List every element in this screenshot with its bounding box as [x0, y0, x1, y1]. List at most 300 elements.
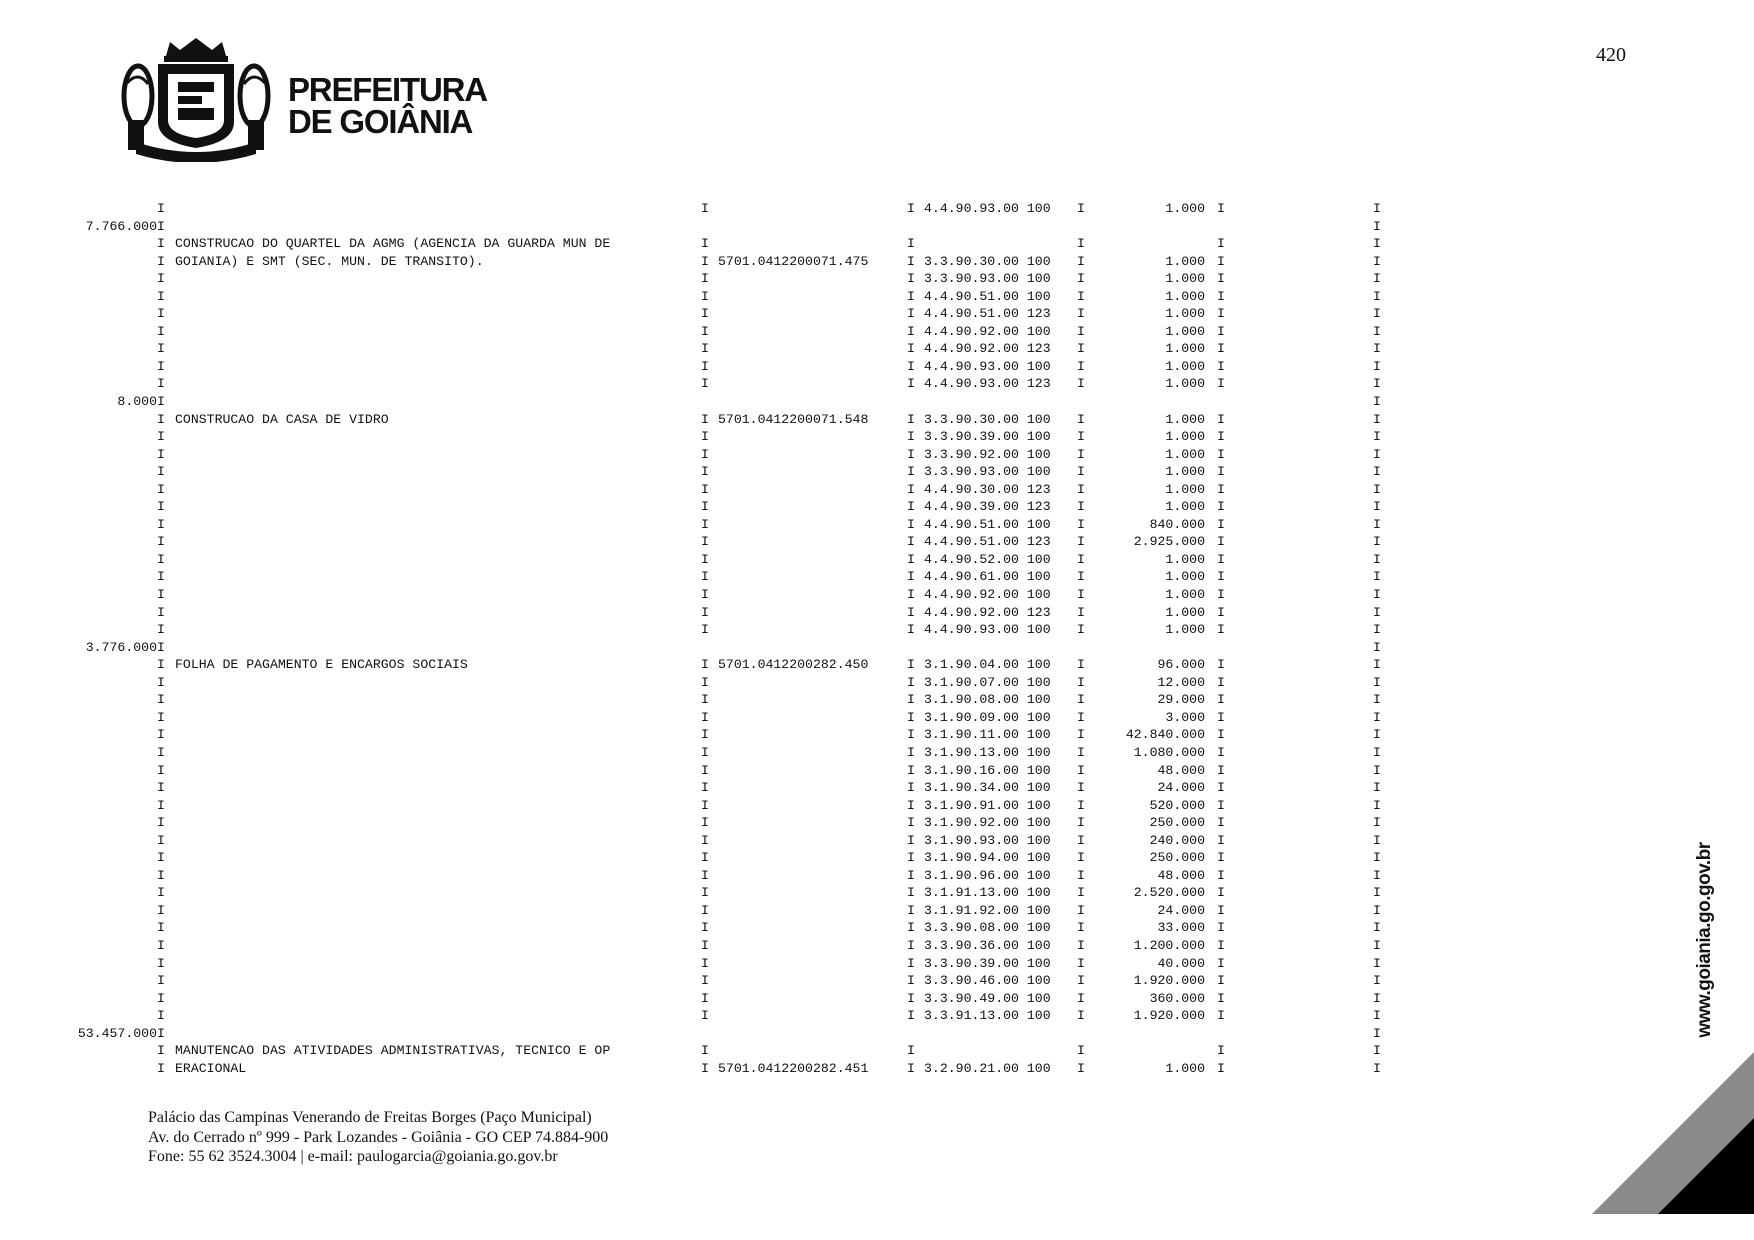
column-border: I — [1373, 201, 1381, 216]
column-border: I — [157, 973, 165, 989]
column-border: I — [701, 780, 709, 796]
column-border: I — [701, 306, 709, 322]
expense-element: 3.1.90.93.00 100 — [924, 832, 1051, 848]
column-border: I — [907, 832, 915, 848]
column-border: I — [1077, 990, 1085, 1006]
amount-value: 1.000 — [1165, 358, 1205, 374]
column-border: I — [1373, 639, 1381, 655]
expense-element: 4.4.90.93.00 100 — [924, 358, 1051, 374]
column-border: I — [157, 657, 165, 673]
column-border: I — [157, 341, 165, 357]
column-border: I — [1373, 990, 1381, 1006]
column-border: I — [1217, 271, 1225, 287]
column-border: I — [157, 271, 165, 287]
column-border: I — [1077, 271, 1085, 287]
column-border: I — [1077, 323, 1085, 339]
column-border: I — [907, 253, 915, 269]
column-border: I — [157, 323, 165, 339]
column-border: I — [1373, 323, 1381, 339]
amount-value: 1.920.000 — [1133, 973, 1205, 989]
column-border: I — [1077, 464, 1085, 480]
expense-element: 3.1.90.16.00 100 — [924, 762, 1051, 778]
column-border: I — [907, 499, 915, 515]
column-border: I — [907, 288, 915, 304]
expense-element: 3.1.90.92.00 100 — [924, 815, 1051, 831]
column-border: I — [1217, 464, 1225, 480]
column-border: I — [1217, 867, 1225, 883]
column-border: I — [1373, 271, 1381, 287]
amount-value: 1.000 — [1165, 271, 1205, 287]
column-border: I — [157, 744, 165, 760]
column-border: I — [907, 1060, 915, 1076]
column-border: I — [907, 271, 915, 287]
column-border: I — [1077, 341, 1085, 357]
expense-element: 3.3.90.49.00 100 — [924, 990, 1051, 1006]
expense-element: 4.4.90.39.00 123 — [924, 499, 1051, 515]
column-border: I — [1217, 762, 1225, 778]
amount-value: 1.000 — [1165, 201, 1205, 216]
column-border: I — [701, 973, 709, 989]
amount-value: 40.000 — [1157, 955, 1205, 971]
expense-element: 3.1.90.13.00 100 — [924, 744, 1051, 760]
column-border: I — [1077, 1008, 1085, 1024]
column-border: I — [1077, 534, 1085, 550]
amount-value: 1.000 — [1165, 551, 1205, 567]
column-border: I — [1077, 499, 1085, 515]
column-border: I — [157, 446, 165, 462]
column-border: I — [907, 464, 915, 480]
column-border: I — [907, 973, 915, 989]
column-border: I — [157, 394, 165, 410]
column-border: I — [907, 551, 915, 567]
column-border: I — [157, 832, 165, 848]
column-border: I — [157, 429, 165, 445]
column-border: I — [157, 499, 165, 515]
column-border: I — [907, 376, 915, 392]
amount-value: 33.000 — [1157, 920, 1205, 936]
column-border: I — [1077, 201, 1085, 216]
column-border: I — [907, 306, 915, 322]
column-border: I — [157, 902, 165, 918]
column-border: I — [907, 937, 915, 953]
column-border: I — [157, 727, 165, 743]
column-border: I — [1217, 516, 1225, 532]
column-border: I — [701, 867, 709, 883]
column-border: I — [157, 955, 165, 971]
column-border: I — [1217, 657, 1225, 673]
amount-value: 1.920.000 — [1133, 1008, 1205, 1024]
column-border: I — [1373, 622, 1381, 638]
column-border: I — [1217, 937, 1225, 953]
column-border: I — [1217, 885, 1225, 901]
column-border: I — [157, 885, 165, 901]
column-border: I — [1077, 429, 1085, 445]
column-border: I — [907, 815, 915, 831]
column-border: I — [1373, 955, 1381, 971]
column-border: I — [907, 323, 915, 339]
column-border: I — [1077, 674, 1085, 690]
column-border: I — [157, 867, 165, 883]
subtotal-value: 53.457.000 — [77, 1025, 157, 1041]
expense-element: 3.1.90.91.00 100 — [924, 797, 1051, 813]
program-code: 5701.0412200282.451 — [718, 1060, 869, 1076]
column-border: I — [1077, 867, 1085, 883]
column-border: I — [1217, 358, 1225, 374]
column-border: I — [157, 1025, 165, 1041]
column-border: I — [1373, 534, 1381, 550]
amount-value: 1.080.000 — [1133, 744, 1205, 760]
column-border: I — [701, 744, 709, 760]
column-border: I — [907, 709, 915, 725]
expense-element: 4.4.90.93.00 100 — [924, 201, 1051, 216]
column-border: I — [701, 990, 709, 1006]
column-border: I — [907, 236, 915, 252]
site-url: www.goiania.go.gov.br — [1694, 842, 1715, 1038]
amount-value: 1.000 — [1165, 429, 1205, 445]
amount-value: 42.840.000 — [1125, 727, 1205, 743]
column-border: I — [1077, 358, 1085, 374]
column-border: I — [1217, 797, 1225, 813]
amount-value: 1.000 — [1165, 464, 1205, 480]
column-border: I — [157, 815, 165, 831]
expense-element: 4.4.90.92.00 123 — [924, 341, 1051, 357]
amount-value: 12.000 — [1157, 674, 1205, 690]
column-border: I — [701, 587, 709, 603]
column-border: I — [157, 622, 165, 638]
column-border: I — [701, 797, 709, 813]
column-border: I — [157, 674, 165, 690]
expense-element: 4.4.90.93.00 100 — [924, 622, 1051, 638]
column-border: I — [907, 902, 915, 918]
expense-element: 3.3.90.08.00 100 — [924, 920, 1051, 936]
column-border: I — [907, 1008, 915, 1024]
column-border: I — [907, 201, 915, 216]
column-border: I — [1373, 832, 1381, 848]
column-border: I — [1077, 657, 1085, 673]
column-border: I — [907, 990, 915, 1006]
column-border: I — [701, 551, 709, 567]
column-border: I — [907, 587, 915, 603]
column-border: I — [1217, 551, 1225, 567]
column-border: I — [907, 727, 915, 743]
column-border: I — [701, 709, 709, 725]
amount-value: 2.925.000 — [1133, 534, 1205, 550]
column-border: I — [701, 376, 709, 392]
amount-value: 1.000 — [1165, 323, 1205, 339]
column-border: I — [1217, 604, 1225, 620]
page-number: 420 — [1596, 44, 1626, 66]
expense-element: 4.4.90.52.00 100 — [924, 551, 1051, 567]
column-border: I — [907, 481, 915, 497]
column-border: I — [701, 850, 709, 866]
column-border: I — [1373, 516, 1381, 532]
column-border: I — [907, 920, 915, 936]
column-border: I — [1077, 815, 1085, 831]
column-border: I — [701, 464, 709, 480]
brand-line-2: DE GOIÂNIA — [288, 103, 473, 140]
column-border: I — [701, 534, 709, 550]
column-border: I — [1373, 551, 1381, 567]
amount-value: 1.000 — [1165, 253, 1205, 269]
column-border: I — [907, 797, 915, 813]
column-border: I — [157, 253, 165, 269]
amount-value: 1.000 — [1165, 376, 1205, 392]
expense-element: 4.4.90.92.00 123 — [924, 604, 1051, 620]
column-border: I — [1077, 973, 1085, 989]
column-border: I — [1373, 762, 1381, 778]
column-border: I — [1373, 464, 1381, 480]
expense-element: 3.3.90.92.00 100 — [924, 446, 1051, 462]
column-border: I — [1373, 587, 1381, 603]
action-description: GOIANIA) E SMT (SEC. MUN. DE TRANSITO). — [175, 253, 484, 269]
column-border: I — [1373, 446, 1381, 462]
amount-value: 1.000 — [1165, 411, 1205, 427]
column-border: I — [907, 955, 915, 971]
column-border: I — [157, 587, 165, 603]
column-border: I — [907, 516, 915, 532]
column-border: I — [1217, 727, 1225, 743]
column-border: I — [1077, 446, 1085, 462]
column-border: I — [701, 569, 709, 585]
amount-value: 1.200.000 — [1133, 937, 1205, 953]
column-border: I — [701, 1008, 709, 1024]
column-border: I — [907, 674, 915, 690]
amount-value: 1.000 — [1165, 481, 1205, 497]
column-border: I — [1077, 1043, 1085, 1059]
expense-element: 4.4.90.93.00 123 — [924, 376, 1051, 392]
column-border: I — [1373, 1060, 1381, 1076]
column-border: I — [1077, 832, 1085, 848]
column-border: I — [157, 1043, 165, 1059]
column-border: I — [1373, 920, 1381, 936]
subtotal-value: 8.000 — [117, 394, 157, 410]
column-border: I — [157, 850, 165, 866]
column-border: I — [1373, 306, 1381, 322]
amount-value: 48.000 — [1157, 867, 1205, 883]
expense-element: 4.4.90.92.00 100 — [924, 587, 1051, 603]
column-border: I — [701, 253, 709, 269]
amount-value: 1.000 — [1165, 622, 1205, 638]
column-border: I — [1217, 236, 1225, 252]
column-border: I — [1217, 1008, 1225, 1024]
footer-line-3: Fone: 55 62 3524.3004 | e-mail: paulogarcia@goiania.go.gov.br — [148, 1148, 558, 1165]
column-border: I — [701, 236, 709, 252]
column-border: I — [907, 885, 915, 901]
column-border: I — [1077, 762, 1085, 778]
expense-element: 3.1.90.09.00 100 — [924, 709, 1051, 725]
column-border: I — [907, 622, 915, 638]
column-border: I — [1373, 692, 1381, 708]
column-border: I — [1373, 394, 1381, 410]
action-description: ERACIONAL — [175, 1060, 247, 1076]
column-border: I — [1373, 341, 1381, 357]
amount-value: 1.000 — [1165, 587, 1205, 603]
program-code: 5701.0412200071.475 — [718, 253, 869, 269]
column-border: I — [907, 569, 915, 585]
column-border: I — [1077, 604, 1085, 620]
subtotal-value: 7.766.000 — [85, 218, 157, 234]
expense-element: 3.3.90.93.00 100 — [924, 464, 1051, 480]
column-border: I — [1077, 236, 1085, 252]
column-border: I — [701, 411, 709, 427]
expense-element: 3.3.90.30.00 100 — [924, 411, 1051, 427]
column-border: I — [157, 481, 165, 497]
amount-value: 1.000 — [1165, 341, 1205, 357]
column-border: I — [1373, 674, 1381, 690]
column-border: I — [1373, 657, 1381, 673]
column-border: I — [1077, 411, 1085, 427]
column-border: I — [157, 358, 165, 374]
expense-element: 3.3.90.93.00 100 — [924, 271, 1051, 287]
column-border: I — [1217, 709, 1225, 725]
column-border: I — [1217, 481, 1225, 497]
column-border: I — [1077, 709, 1085, 725]
expense-element: 3.1.90.94.00 100 — [924, 850, 1051, 866]
column-border: I — [1077, 569, 1085, 585]
column-border: I — [907, 446, 915, 462]
expense-element: 3.3.90.39.00 100 — [924, 955, 1051, 971]
column-border: I — [1373, 815, 1381, 831]
column-border: I — [1373, 481, 1381, 497]
footer-address — [148, 1108, 608, 1167]
column-border: I — [1217, 569, 1225, 585]
expense-element: 3.3.91.13.00 100 — [924, 1008, 1051, 1024]
amount-value: 240.000 — [1149, 832, 1205, 848]
column-border: I — [701, 201, 709, 216]
expense-element: 3.3.90.46.00 100 — [924, 973, 1051, 989]
column-border: I — [157, 692, 165, 708]
expense-element: 3.1.90.07.00 100 — [924, 674, 1051, 690]
column-border: I — [157, 709, 165, 725]
column-border: I — [157, 306, 165, 322]
column-border: I — [1077, 587, 1085, 603]
column-border: I — [1217, 744, 1225, 760]
column-border: I — [701, 885, 709, 901]
column-border: I — [1077, 622, 1085, 638]
column-border: I — [157, 534, 165, 550]
column-border: I — [1217, 990, 1225, 1006]
column-border: I — [907, 534, 915, 550]
column-border: I — [701, 727, 709, 743]
column-border: I — [1373, 604, 1381, 620]
column-border: I — [907, 429, 915, 445]
brand-line-1: PREFEITURA — [288, 71, 487, 108]
expense-element: 3.1.90.11.00 100 — [924, 727, 1051, 743]
column-border: I — [701, 516, 709, 532]
column-border: I — [701, 1060, 709, 1076]
column-border: I — [157, 604, 165, 620]
column-border: I — [157, 797, 165, 813]
expense-element: 3.1.90.34.00 100 — [924, 780, 1051, 796]
column-border: I — [1373, 709, 1381, 725]
footer-line-1: Palácio das Campinas Venerando de Freitas Borges (Paço Municipal) — [148, 1109, 592, 1126]
column-border: I — [1373, 797, 1381, 813]
column-border: I — [1217, 850, 1225, 866]
column-border: I — [1373, 937, 1381, 953]
column-border: I — [157, 780, 165, 796]
column-border: I — [1373, 1025, 1381, 1041]
column-border: I — [157, 990, 165, 1006]
column-border: I — [1373, 1008, 1381, 1024]
amount-value: 250.000 — [1149, 815, 1205, 831]
brand-name — [288, 71, 487, 140]
column-border: I — [701, 832, 709, 848]
column-border: I — [157, 920, 165, 936]
column-border: I — [701, 762, 709, 778]
column-border: I — [907, 850, 915, 866]
column-border: I — [701, 341, 709, 357]
action-description: CONSTRUCAO DO QUARTEL DA AGMG (AGENCIA DA GUARDA MUN DE — [175, 236, 611, 252]
column-border: I — [1373, 885, 1381, 901]
column-border: I — [701, 1043, 709, 1059]
column-border: I — [907, 657, 915, 673]
expense-element: 3.3.90.39.00 100 — [924, 429, 1051, 445]
column-border: I — [157, 1008, 165, 1024]
column-border: I — [907, 411, 915, 427]
coat-of-arms-logo — [118, 34, 274, 162]
column-border: I — [907, 744, 915, 760]
column-border: I — [1373, 727, 1381, 743]
column-border: I — [701, 288, 709, 304]
column-border: I — [1077, 885, 1085, 901]
column-border: I — [1217, 288, 1225, 304]
column-border: I — [701, 674, 709, 690]
column-border: I — [907, 762, 915, 778]
amount-value: 29.000 — [1157, 692, 1205, 708]
amount-value: 360.000 — [1149, 990, 1205, 1006]
amount-value: 1.000 — [1165, 604, 1205, 620]
amount-value: 1.000 — [1165, 569, 1205, 585]
column-border: I — [1077, 481, 1085, 497]
column-border: I — [157, 464, 165, 480]
column-border: I — [701, 622, 709, 638]
column-border: I — [1217, 902, 1225, 918]
amount-value: 2.520.000 — [1133, 885, 1205, 901]
column-border: I — [907, 1043, 915, 1059]
amount-value: 250.000 — [1149, 850, 1205, 866]
column-border: I — [1217, 973, 1225, 989]
column-border: I — [1077, 516, 1085, 532]
column-border: I — [157, 288, 165, 304]
column-border: I — [701, 815, 709, 831]
column-border: I — [157, 551, 165, 567]
expense-element: 3.2.90.21.00 100 — [924, 1060, 1051, 1076]
column-border: I — [907, 867, 915, 883]
column-border: I — [157, 201, 165, 216]
program-code: 5701.0412200071.548 — [718, 411, 869, 427]
expense-element: 4.4.90.61.00 100 — [924, 569, 1051, 585]
program-code: 5701.0412200282.450 — [718, 657, 869, 673]
amount-value: 1.000 — [1165, 306, 1205, 322]
column-border: I — [1217, 587, 1225, 603]
column-border: I — [1373, 850, 1381, 866]
column-border: I — [701, 657, 709, 673]
expense-element: 3.1.91.13.00 100 — [924, 885, 1051, 901]
expense-element: 4.4.90.51.00 100 — [924, 288, 1051, 304]
column-border: I — [1077, 902, 1085, 918]
column-border: I — [157, 236, 165, 252]
column-border: I — [1217, 323, 1225, 339]
column-border: I — [1077, 253, 1085, 269]
amount-value: 1.000 — [1165, 288, 1205, 304]
expense-element: 3.3.90.30.00 100 — [924, 253, 1051, 269]
column-border: I — [701, 692, 709, 708]
column-border: I — [157, 1060, 165, 1076]
column-border: I — [1373, 867, 1381, 883]
column-border: I — [1217, 780, 1225, 796]
column-border: I — [1373, 499, 1381, 515]
column-border: I — [1217, 1060, 1225, 1076]
